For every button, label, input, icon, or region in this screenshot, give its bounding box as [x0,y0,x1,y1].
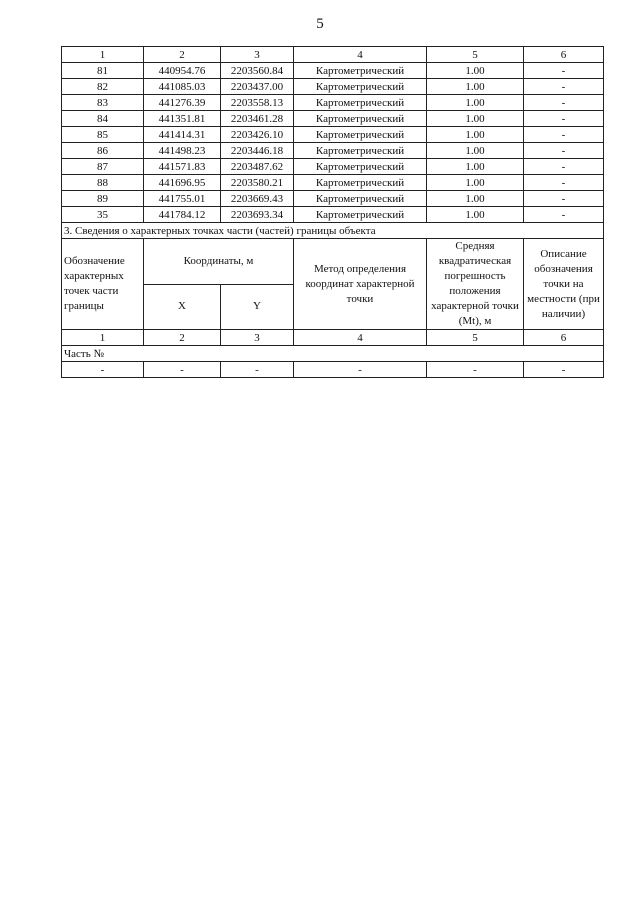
point-number-cell: 89 [62,191,144,207]
y-coordinate-cell: 2203580.21 [221,175,294,191]
empty-cell: - [221,362,294,378]
description-cell: - [524,191,604,207]
section3-title-row [62,223,604,239]
accuracy-cell: 1.00 [427,207,524,223]
y-coordinate-cell: 2203437.00 [221,79,294,95]
description-cell: - [524,127,604,143]
x-header: X [144,284,221,330]
table-row [62,63,604,79]
point-number-cell: 82 [62,79,144,95]
description-cell: - [524,111,604,127]
table-row [62,175,604,191]
accuracy-cell: 1.00 [427,111,524,127]
x-coordinate-cell: 441414.31 [144,127,221,143]
error-header: Средняя квадратическая погрешность положения характерной точки (Mt), м [427,239,524,330]
point-designation-header: Обозначение характерных точек части границы [62,239,144,330]
accuracy-cell: 1.00 [427,127,524,143]
method-cell: Картометрический [294,159,427,175]
page-number: 5 [316,16,324,32]
column-number: 1 [62,330,144,346]
y-coordinate-cell: 2203461.28 [221,111,294,127]
method-cell: Картометрический [294,63,427,79]
method-header: Метод определения координат характерной точки [294,239,427,330]
description-cell: - [524,63,604,79]
accuracy-cell: 1.00 [427,79,524,95]
method-cell: Картометрический [294,191,427,207]
section3-column-number-row [62,330,604,346]
empty-cell: - [524,362,604,378]
column-number: 6 [524,47,604,63]
column-number: 4 [294,330,427,346]
accuracy-cell: 1.00 [427,175,524,191]
empty-cell: - [294,362,427,378]
x-coordinate-cell: 441755.01 [144,191,221,207]
y-coordinate-cell: 2203669.43 [221,191,294,207]
accuracy-cell: 1.00 [427,63,524,79]
y-header: Y [221,284,294,330]
point-number-cell: 83 [62,95,144,111]
x-coordinate-cell: 441498.23 [144,143,221,159]
y-coordinate-cell: 2203446.18 [221,143,294,159]
table-row [62,159,604,175]
column-number: 5 [427,47,524,63]
method-cell: Картометрический [294,143,427,159]
point-number-cell: 84 [62,111,144,127]
part-label: Часть № [62,346,604,362]
table-row [62,143,604,159]
accuracy-cell: 1.00 [427,95,524,111]
column-number: 2 [144,330,221,346]
point-number-cell: 87 [62,159,144,175]
description-cell: - [524,159,604,175]
column-number: 5 [427,330,524,346]
method-cell: Картометрический [294,111,427,127]
column-number: 3 [221,47,294,63]
coordinates-header: Координаты, м [144,239,294,285]
description-cell: - [524,79,604,95]
point-number-cell: 86 [62,143,144,159]
table-row [62,95,604,111]
description-cell: - [524,95,604,111]
x-coordinate-cell: 441696.95 [144,175,221,191]
description-cell: - [524,143,604,159]
empty-cell: - [427,362,524,378]
method-cell: Картометрический [294,95,427,111]
table-row [62,111,604,127]
y-coordinate-cell: 2203693.34 [221,207,294,223]
empty-cell: - [144,362,221,378]
point-number-cell: 85 [62,127,144,143]
description-header: Описание обозначения точки на местности (при наличии) [524,239,604,330]
x-coordinate-cell: 441276.39 [144,95,221,111]
coordinates-table [61,46,604,378]
table-row [62,191,604,207]
column-number: 1 [62,47,144,63]
point-number-cell: 35 [62,207,144,223]
table-row [62,207,604,223]
accuracy-cell: 1.00 [427,191,524,207]
method-cell: Картометрический [294,79,427,95]
empty-row [62,362,604,378]
point-number-cell: 88 [62,175,144,191]
table-row [62,79,604,95]
column-number: 2 [144,47,221,63]
column-number: 3 [221,330,294,346]
x-coordinate-cell: 441085.03 [144,79,221,95]
method-cell: Картометрический [294,127,427,143]
section3-title: 3. Сведения о характерных точках части (частей) границы объекта [62,223,604,239]
y-coordinate-cell: 2203560.84 [221,63,294,79]
y-coordinate-cell: 2203558.13 [221,95,294,111]
x-coordinate-cell: 441784.12 [144,207,221,223]
y-coordinate-cell: 2203426.10 [221,127,294,143]
column-number: 6 [524,330,604,346]
point-number-cell: 81 [62,63,144,79]
description-cell: - [524,175,604,191]
column-number-row [62,47,604,63]
table-row [62,127,604,143]
description-cell: - [524,207,604,223]
section3-header-row [62,239,604,285]
accuracy-cell: 1.00 [427,159,524,175]
empty-cell: - [62,362,144,378]
x-coordinate-cell: 441571.83 [144,159,221,175]
y-coordinate-cell: 2203487.62 [221,159,294,175]
accuracy-cell: 1.00 [427,143,524,159]
x-coordinate-cell: 440954.76 [144,63,221,79]
method-cell: Картометрический [294,175,427,191]
x-coordinate-cell: 441351.81 [144,111,221,127]
column-number: 4 [294,47,427,63]
method-cell: Картометрический [294,207,427,223]
part-label-row [62,346,604,362]
